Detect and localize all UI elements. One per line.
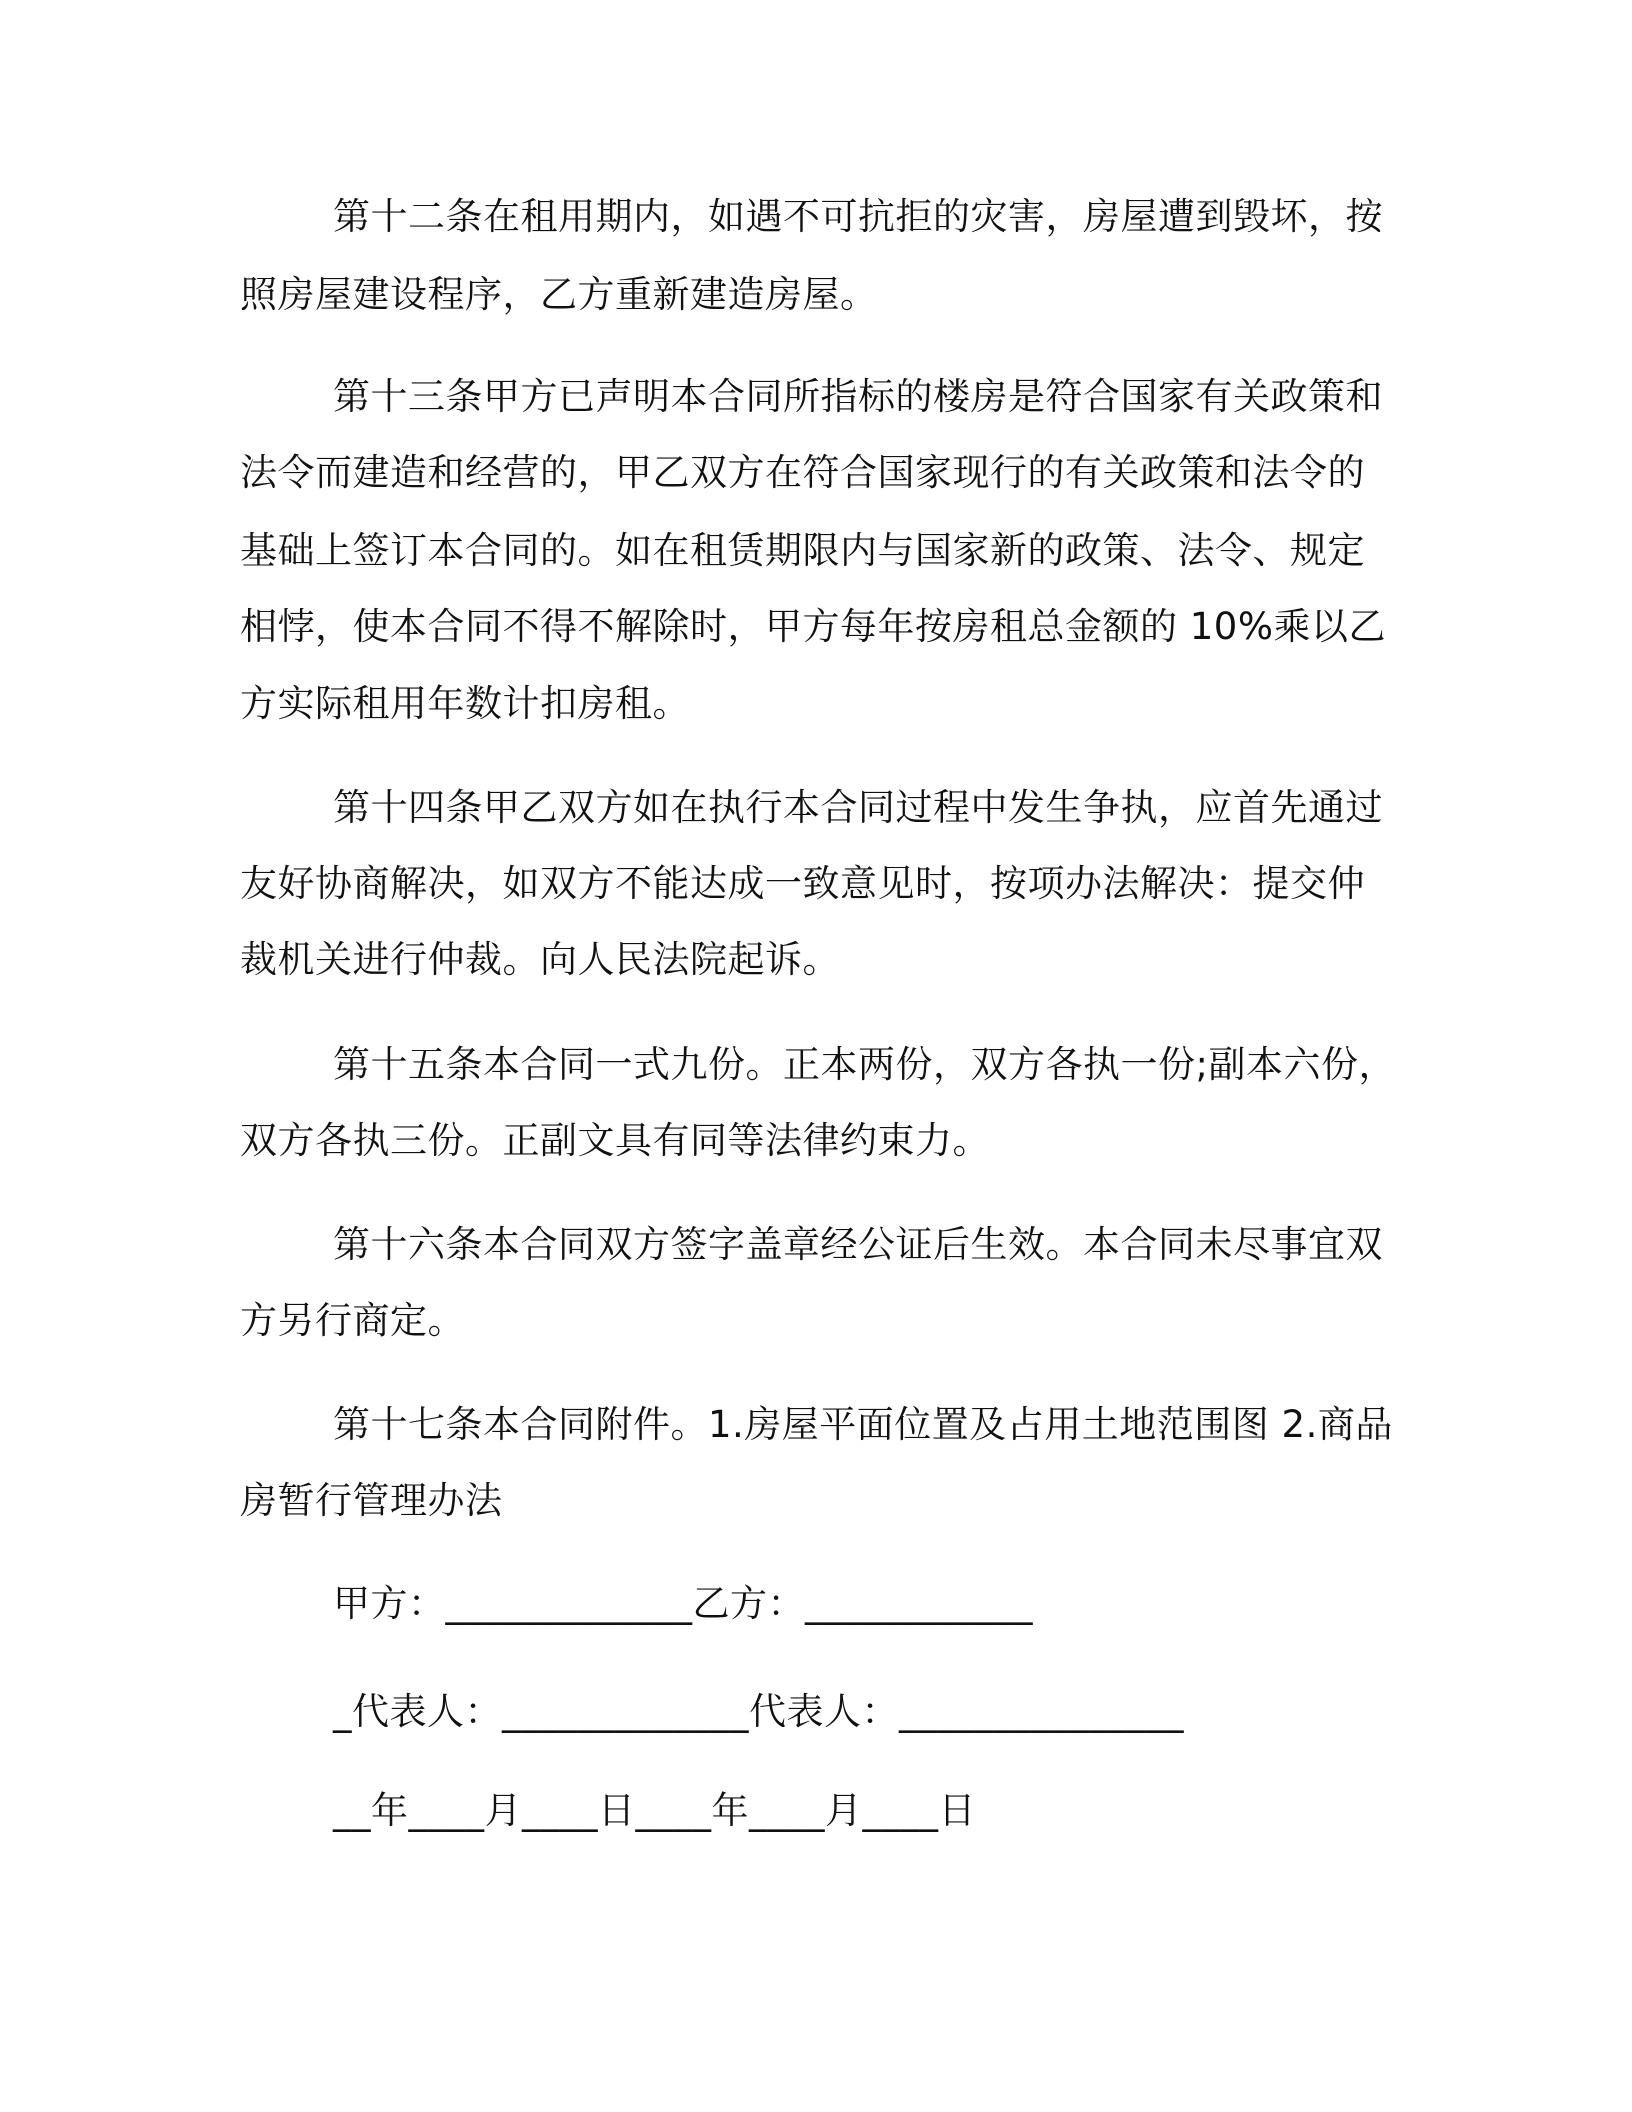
text-line: 法令而建造和经营的，甲乙双方在符合国家现行的有关政策和法令的 [240,451,1365,494]
text-line: 方实际租用年数计扣房租。 [240,682,690,725]
representative-signature-line: _代表人：_____________代表人：_______________ [333,1690,1184,1733]
text-line: 裁机关进行仲裁。向人民法院起诉。 [240,938,840,981]
text-line: 第十四条甲乙双方如在执行本合同过程中发生争执，应首先通过 [333,786,1383,829]
text-line: 照房屋建设程序，乙方重新建造房屋。 [240,273,878,316]
text-line: 第十六条本合同双方签字盖章经公证后生效。本合同未尽事宜双 [333,1223,1383,1266]
party-signature-line: 甲方：_____________乙方：____________ [333,1582,1033,1625]
text-line: 基础上签订本合同的。如在租赁期限内与国家新的政策、法令、规定 [240,529,1365,572]
text-line: 方另行商定。 [240,1299,465,1342]
text-line: 第十二条在租用期内，如遇不可抗拒的灾害，房屋遭到毁坏，按 [333,195,1383,238]
date-line: __年____月____日____年____月____日 [333,1789,976,1832]
text-line: 双方各执三份。正副文具有同等法律约束力。 [240,1119,990,1162]
text-line: 友好协商解决，如双方不能达成一致意见时，按项办法解决：提交仲 [240,862,1365,905]
text-line: 房暂行管理办法 [240,1479,503,1522]
text-line: 第十七条本合同附件。1.房屋平面位置及占用土地范围图 2.商品 [333,1403,1393,1446]
text-line: 第十三条甲方已声明本合同所指标的楼房是符合国家有关政策和 [333,375,1383,418]
text-line: 第十五条本合同一式九份。正本两份，双方各执一份;副本六份， [333,1043,1396,1086]
text-line: 相悖，使本合同不得不解除时，甲方每年按房租总金额的 10%乘以乙 [240,605,1386,648]
